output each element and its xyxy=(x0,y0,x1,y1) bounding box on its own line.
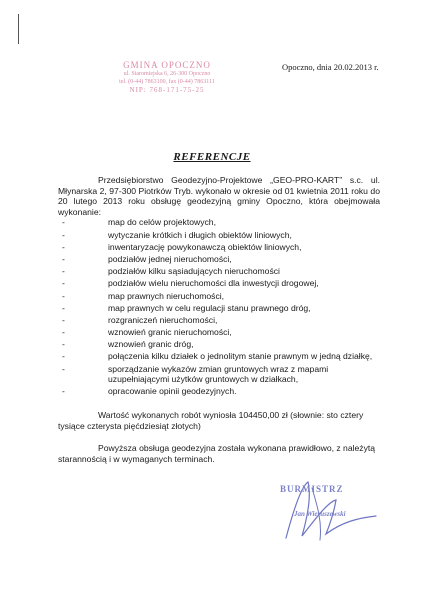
list-item: - map do celów projektowych, xyxy=(58,217,380,228)
closing-paragraph: Powyższa obsługa geodezyjna została wykonana prawidłowo, z należytą starannością i w wymaganych terminach. xyxy=(58,443,376,464)
list-item: - inwentaryzację powykonawczą obiektów liniowych, xyxy=(58,242,380,253)
list-item: - map prawnych nieruchomości, xyxy=(58,291,380,302)
stamp-address: ul. Staromiejska 6, 26-300 Opoczno xyxy=(123,71,211,77)
stamp-nip: NIP: 768-171-75-25 xyxy=(129,86,205,94)
list-item: - wznowień granic dróg, xyxy=(58,339,380,350)
list-item: - rozgraniczeń nieruchomości, xyxy=(58,315,380,326)
document-date: Opoczno, dnia 20.02.2013 r. xyxy=(282,62,379,72)
list-item: - wznowień granic nieruchomości, xyxy=(58,327,380,338)
list-item: - sporządzanie wykazów zmian gruntowych wraz z mapami uzupełniającymi użytków gruntowych w działkach, xyxy=(58,364,380,385)
municipality-stamp xyxy=(92,60,242,95)
list-item: - map prawnych w celu regulacji stanu prawnego dróg, xyxy=(58,303,380,314)
stamp-name: GMINA OPOCZNO xyxy=(123,60,211,70)
stamp-phones: tel. (0-44) 7863100, fax (0-44) 7863111 xyxy=(119,79,215,85)
signature-role: BURMISTRZ xyxy=(280,484,344,494)
list-item: - opracowanie opinii geodezyjnych. xyxy=(58,386,380,397)
intro-paragraph: Przedsiębiorstwo Geodezyjno-Projektowe „GEO-PRO-KART” s.c. ul. Młynarska 2, 97-300 Piotrków Tryb. wykonało w okresie od 01 kwietnia 2011 roku do 20 lutego 2013 roku obsługę geodezyjną gminy Opoczno, która obejmowała wykonanie: xyxy=(58,175,380,217)
list-item: - podziałów jednej nieruchomości, xyxy=(58,254,380,265)
list-item: - podziałów kilku sąsiadujących nieruchomości xyxy=(58,266,380,277)
binder-mark xyxy=(18,14,19,44)
list-item: - połączenia kilku działek o jednolitym stanie prawnym w jedną działkę, xyxy=(58,351,380,362)
list-item: - wytyczanie krótkich i długich obiektów liniowych, xyxy=(58,230,380,241)
signature-stamp xyxy=(280,484,386,534)
services-list xyxy=(58,217,380,397)
list-item: - podziałów wielu nieruchomości dla inwestycji drogowej, xyxy=(58,278,380,289)
letter-body xyxy=(58,175,380,464)
value-paragraph: Wartość wykonanych robót wyniosła 104450,00 zł (słownie: sto cztery tysiące czterysta pięćdziesiąt złotych) xyxy=(58,410,364,431)
signature-name: Jan Wieruszewski xyxy=(294,510,346,518)
document-title: REFERENCJE xyxy=(173,151,251,163)
